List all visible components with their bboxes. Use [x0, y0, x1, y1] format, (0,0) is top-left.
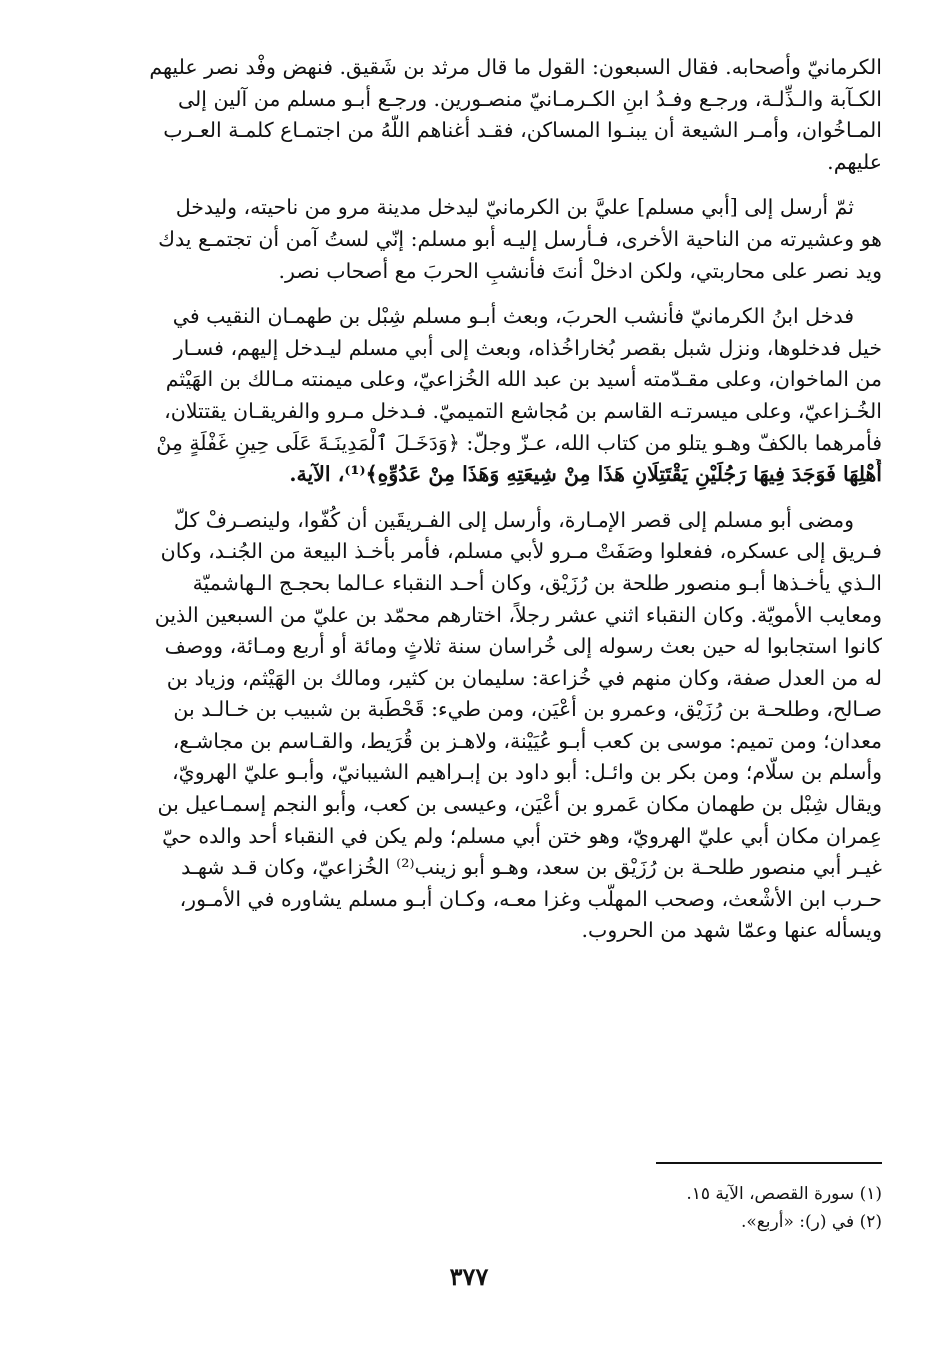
footnote-2: (٢) في (ر): «أربع». — [740, 1212, 882, 1232]
text-line: ويقال شِبْل بن طهمان مكان عَمرو بن أعْيَن، وعيسى بن كعب، وأبو النجم إسمـاعيل بن — [157, 792, 882, 817]
text-line: ويد نصر على محاربتي، ولكن ادخلْ أنتَ فأنشبِ الحربَ مع أصحاب نصر. — [278, 258, 882, 283]
text-line: فـريق إلى عسكره، ففعلوا وصَفَتْ مـرو لأبي مسلم، فأمر بأخـذ البيعة من الجُنـد، وكان — [160, 539, 882, 564]
text-line: فأمرهما بالكفّ وهـو يتلو من كتاب الله، عـزّ وجلّ: ﴿وَدَخَـلَ ٱلْمَدِينَـةَ عَلَى حِينِ غَفْلَةٍ مِنْ — [156, 430, 882, 455]
text-line: وأسلم بن سلّام؛ ومن بكر بن وائـل: أبو داود بن إبـراهيم الشيبانيّ، وأبـو عليّ الهرويّ، — [172, 760, 882, 785]
text-line: له من العدل صفة، وكان منهم في خُزاعة: سليمان بن كثير، ومالك بن الهَيْثم، وزياد بن — [166, 665, 882, 690]
page-number: ٣٧٧ — [449, 1262, 489, 1291]
text-line: ومعايب الأمويّة. وكان النقباء اثني عشر رجلاً، اختارهم محمّد بن عليّ من السبعين الذين — [154, 602, 882, 627]
text-line: الخُـزاعيّ، وعلى ميسرتـه القاسم بن مُجاشع التميميّ. فـدخل مـرو والفريقـان يقتتلان، — [164, 398, 882, 423]
text-line: الكـآبة والـذِّلـة، ورجـع وفـدُ ابنِ الكـرمـانيّ منصـورين. ورجـع أبـو مسلم من آلين إلى — [177, 86, 882, 111]
text-line: من الماخوان، وعلى مقـدّمته أسيد بن عبد الله الخُزاعيّ، وعلى ميمنته مـالك بن الهَيْثم — [165, 367, 882, 392]
text-line: خيل فدخلوها، ونزل شبل بقصر بُخاراخُذاه، وبعث إلى أبي مسلم ليـدخل إليهم، فسـار — [173, 335, 882, 360]
text-line: ويسأله عنها وعمّا شهد من الحروب. — [581, 918, 882, 943]
quran-verse-line: أَهْلِهَا فَوَجَدَ فِيهَا رَجُلَيْنِ يَقْتَتِلَانِ هَذَا مِنْ شِيعَتِهِ وَهَذَا مِنْ عَدُوِّهِ﴾⁽¹⁾، الآية. — [289, 462, 882, 487]
text-line: الـذي يأخـذها أبـو منصور طلحة بن رُزَيْق، وكان أحـد النقباء عـالما بحجـج الـهاشميّة — [192, 570, 882, 595]
paragraph-1 — [62, 52, 882, 178]
text-line: الكرمانيّ وأصحابه. فقال السبعون: القول ما قال مرثد بن شَقيق. فنهض وفْد نصر عليهم — [149, 55, 882, 79]
text-line: عِمران مكان أبي عليّ الهرويّ، وهو ختن أبي مسلم؛ ولم يكن في النقباء أحد والده حيّ — [162, 823, 882, 848]
footnote-1: (١) سورة القصص، الآية ١٥. — [686, 1184, 882, 1204]
text-line: فدخل ابنُ الكرمانيّ فأنشب الحربَ، وبعث أبـو مسلم شِبْل بن طهمـان النقيب في — [172, 304, 854, 329]
text-line: ومضى أبو مسلم إلى قصر الإمـارة، وأرسل إلى الفـريقَين أن كُفّوا، ولينصـرفْ كلّ — [173, 507, 854, 532]
text-line: معدان؛ ومن تميم: موسى بن كعب أبـو عُيَيْنة، ولاهـز بن قُرَيط، والقـاسم بن مجاشـع، — [172, 728, 882, 753]
text-line: المـاخُوان، وأمـر الشيعة أن يبنـوا المساكن، فقـد أغناهم اللّهُ من اجتمـاع كلمـة العـرب — [163, 118, 882, 143]
paragraph-3 — [62, 301, 882, 491]
page-body — [62, 52, 882, 961]
footnotes — [62, 1180, 882, 1236]
text-line: صـالح، وطلحـة بن رُزَيْق، وعمرو بن أعْيَن، ومن طيء: قَحْطَبة بن شبيب بن خـالـد بن — [173, 697, 882, 722]
text-line: ثمّ أرسل إلى [أبي مسلم] عليَّ بن الكرمانيّ ليدخل مدينة مرو من ناحيته، وليدخل — [175, 195, 854, 220]
text-line: عليهم. — [827, 149, 882, 174]
paragraph-2 — [62, 192, 882, 287]
text-line: غيـر أبي منصور طلحـة بن رُزَيْق بن سعد، وهـو أبو زينب⁽²⁾ الخُزاعيّ، وكان قـد شهـد — [181, 855, 882, 880]
text-line: حـرب ابن الأشْعث، وصحب المهلّب وغزا معـه، وكـان أبـو مسلم يشاوره في الأمـور، — [179, 886, 882, 911]
text-line: كانوا استجابوا له حين بعث رسوله إلى خُراسان سنة ثلاثٍ ومائة أو أربع ومـائة، ووصف — [164, 634, 882, 659]
paragraph-4 — [62, 505, 882, 947]
text-line: هو وعشيرته من الناحية الأخرى، فـأرسل إليـه أبو مسلم: إنّي لستُ آمن أن تجتمـع يدك — [158, 226, 882, 251]
footnote-divider — [656, 1162, 882, 1164]
